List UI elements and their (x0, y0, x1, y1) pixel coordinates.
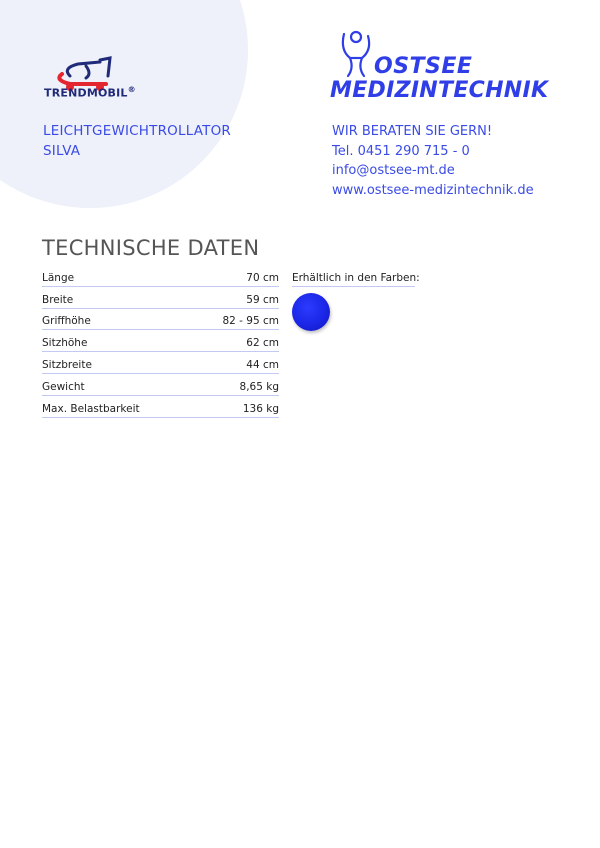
contact-tagline: WIR BERATEN SIE GERN! (332, 124, 493, 139)
ostsee-medizintechnik-wordmark (330, 55, 548, 103)
background-circle (0, 0, 248, 208)
product-line-1: LEICHTGEWICHTROLLATOR (43, 123, 231, 139)
spec-value: 44 cm (246, 358, 279, 371)
contact-block (332, 122, 534, 200)
spec-value: 59 cm (246, 293, 279, 306)
spec-value: 82 - 95 cm (222, 315, 279, 328)
spec-row (42, 309, 279, 331)
contact-phone: Tel. 0451 290 715 - 0 (332, 143, 470, 159)
spec-label: Länge (42, 271, 75, 284)
spec-row (42, 396, 279, 418)
specs-table (42, 265, 279, 418)
spec-value: 62 cm (246, 337, 279, 350)
spec-value: 70 cm (246, 271, 279, 284)
contact-email: info@ostsee-mt.de (332, 163, 455, 178)
spec-label: Gewicht (42, 380, 85, 393)
color-swatch-blue (292, 293, 330, 331)
spec-row (42, 330, 279, 352)
spec-row (42, 287, 279, 309)
specs-heading: TECHNISCHE DATEN (42, 236, 260, 260)
spec-label: Breite (42, 293, 74, 306)
product-title (43, 121, 231, 161)
product-line-2: SILVA (43, 143, 81, 159)
brand-left-name: TRENDMOBIL (44, 86, 128, 100)
brand-right-line-1: OSTSEE (374, 54, 473, 79)
spec-row (42, 374, 279, 396)
spec-label: Max. Belastbarkeit (42, 402, 140, 415)
spec-row (42, 352, 279, 374)
spec-value: 136 kg (242, 402, 279, 415)
colors-label: Erhältlich in den Farben: (292, 265, 415, 287)
spec-label: Sitzbreite (42, 358, 92, 371)
trendmobil-wordmark (44, 85, 136, 100)
contact-website: www.ostsee-medizintechnik.de (332, 182, 534, 198)
spec-row (42, 265, 279, 287)
spec-label: Sitzhöhe (42, 337, 88, 350)
spec-label: Griffhöhe (42, 315, 91, 328)
brand-right-line-2: MEDIZINTECHNIK (330, 78, 549, 103)
registered-mark: ® (127, 85, 136, 94)
spec-value: 8,65 kg (239, 380, 279, 393)
